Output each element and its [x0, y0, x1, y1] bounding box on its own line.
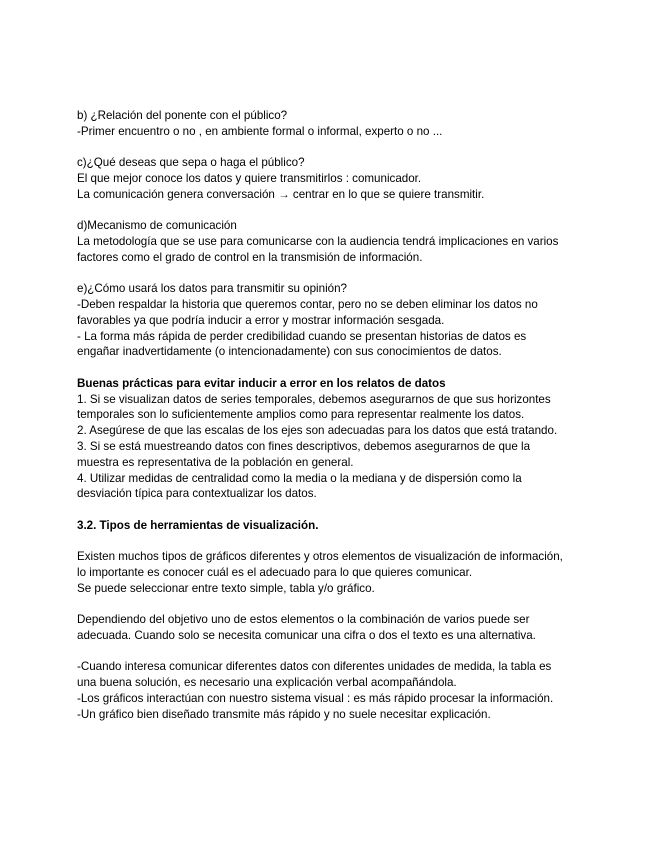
- document-page: [77, 108, 597, 722]
- spacer: [77, 266, 597, 282]
- section-tools: [77, 518, 597, 723]
- spacer: [77, 360, 597, 376]
- tools-paragraph-line: Dependiendo del objetivo uno de estos elementos o la combinación de varios puede ser: [77, 613, 530, 627]
- tools-paragraph-line: Existen muchos tipos de gráficos diferentes y otros elementos de visualización de información,: [77, 550, 563, 564]
- best-practices-line: 3. Si se está muestreando datos con fines descriptivos, debemos asegurarnos de que la: [77, 439, 531, 453]
- section-b-heading: b) ¿Relación del ponente con el público?: [77, 109, 288, 122]
- best-practices-line: 1. Si se visualizan datos de series temporales, debemos asegurarnos de que sus horizontes: [77, 392, 551, 406]
- spacer: [77, 502, 597, 518]
- section-d: [77, 218, 597, 265]
- tools-paragraph-line: adecuada. Cuando solo se necesita comunicar una cifra o dos el texto es una alternativa.: [77, 628, 536, 642]
- spacer: [77, 596, 597, 612]
- best-practices-line: desviación típica para contextualizar los datos.: [77, 487, 317, 501]
- spacer: [77, 644, 597, 660]
- best-practices-heading: Buenas prácticas para evitar inducir a error en los relatos de datos: [77, 376, 446, 390]
- section-e-heading: e)¿Cómo usará los datos para transmitir su opinión?: [77, 282, 348, 296]
- best-practices-line: 2. Asegúrese de que las escalas de los ejes son adecuadas para los datos que está tratando.: [77, 424, 558, 438]
- section-e-line: - La forma más rápida de perder credibilidad cuando se presentan historias de datos es: [77, 329, 527, 343]
- section-c-heading: c)¿Qué deseas que sepa o haga el público?: [77, 156, 305, 170]
- section-e-line: engañar inadvertidamente (o intencionadamente) con sus conocimientos de datos.: [77, 345, 502, 359]
- best-practices-line: muestra es representativa de la población en general.: [77, 455, 354, 469]
- spacer: [77, 203, 597, 219]
- tools-paragraph-line: una buena solución, es necesario una explicación verbal acompañándola.: [77, 676, 457, 690]
- section-best-practices: [77, 376, 597, 502]
- tools-paragraph-line: lo importante es conocer cuál es el adecuado para lo que quieres comunicar.: [77, 565, 473, 579]
- tools-paragraph-line: -Cuando interesa comunicar diferentes datos con diferentes unidades de medida, la tabla es: [77, 660, 552, 674]
- section-b: [77, 108, 597, 140]
- section-c: [77, 155, 597, 202]
- section-c-line: La comunicación genera conversación → centrar en lo que se quiere transmitir.: [77, 187, 485, 201]
- tools-paragraph-line: -Los gráficos interactúan con nuestro sistema visual : es más rápido procesar la información.: [77, 691, 554, 705]
- section-d-line: factores como el grado de control en la transmisión de información.: [77, 250, 423, 264]
- section-d-line: La metodología que se use para comunicarse con la audiencia tendrá implicaciones en varios: [77, 234, 559, 248]
- tools-heading: 3.2. Tipos de herramientas de visualización.: [77, 518, 319, 532]
- spacer: [77, 140, 597, 156]
- spacer: [77, 534, 597, 550]
- best-practices-line: 4. Utilizar medidas de centralidad como la media o la mediana y de dispersión como la: [77, 471, 522, 485]
- best-practices-line: temporales son lo suficientemente amplios como para representar realmente los datos.: [77, 408, 525, 422]
- section-b-line: -Primer encuentro o no , en ambiente formal o informal, experto o no ...: [77, 124, 443, 138]
- tools-paragraph-line: -Un gráfico bien diseñado transmite más rápido y no suele necesitar explicación.: [77, 707, 491, 721]
- section-e-line: favorables ya que podría inducir a error y mostrar información sesgada.: [77, 313, 445, 327]
- section-c-line: El que mejor conoce los datos y quiere transmitirlos : comunicador.: [77, 171, 422, 185]
- section-e: [77, 281, 597, 360]
- section-d-heading: d)Mecanismo de comunicación: [77, 219, 237, 233]
- tools-paragraph-line: Se puede seleccionar entre texto simple, tabla y/o gráfico.: [77, 581, 375, 595]
- section-e-line: -Deben respaldar la historia que queremos contar, pero no se deben eliminar los datos no: [77, 297, 538, 311]
